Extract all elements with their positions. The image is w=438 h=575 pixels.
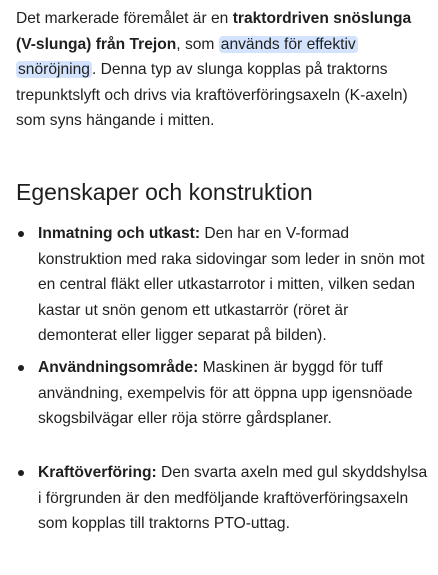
list-item-text: Den svarta axeln med gul skyddshylsa i förgrunden är den medföljande kraftöverföringsaxeln som kopplas till traktorns PTO-uttag. — [38, 464, 428, 533]
intro-bold-subject: traktordriven snöslunga (V-slunga) från Trejon — [16, 10, 412, 53]
list-item-text: Maskinen är byggd för tuff användning, exempelvis för att öppna upp igensnöade skogsbilvägar eller röja större gårdsplaner. — [38, 359, 413, 428]
bullet-dot-icon — [18, 470, 24, 476]
list-item-label: Kraftöverföring: — [38, 464, 157, 481]
intro-text-2: , som — [176, 35, 219, 53]
list-item-label: Användningsområde: — [38, 359, 199, 376]
list-item — [16, 460, 428, 537]
feature-list-3 — [16, 460, 428, 537]
list-item-text: Den har en V-formad konstruktion med raka sidovingar som leder in snön mot en central fläkt eller utkastarrotor i mitten, vilken sedan kastar ut snön genom ett utkastarrör (röret är demonterat eller ligger separat på bilden). — [38, 225, 425, 345]
list-item — [16, 355, 428, 432]
intro-highlight[interactable]: används för effektiv snöröjning — [18, 35, 356, 79]
section-heading: Egenskaper och konstruktion — [16, 179, 313, 205]
bullet-dot-icon — [18, 365, 24, 371]
intro-paragraph — [16, 6, 426, 134]
list-item-label: Inmatning och utkast: — [38, 225, 201, 242]
bullet-dot-icon — [18, 231, 24, 237]
feature-list-2 — [16, 355, 428, 432]
intro-text-3: . Denna typ av slunga kopplas på traktorns trepunktslyft och drivs via kraftöverföringsaxeln (K-axeln) som syns hängande i mitten. — [16, 61, 408, 130]
intro-text-1: Det markerade föremålet är en — [16, 10, 233, 27]
list-item — [16, 221, 428, 349]
feature-list — [16, 221, 428, 349]
